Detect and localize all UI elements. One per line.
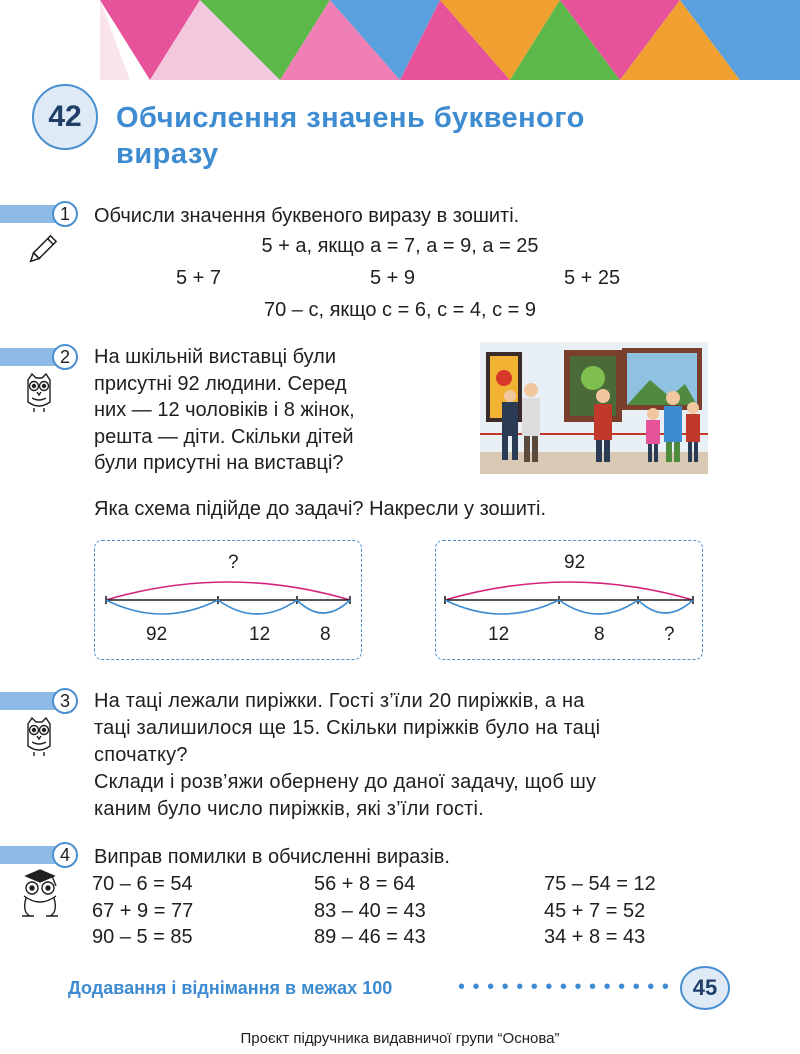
expression-item: 83 – 40 = 43 (314, 899, 426, 922)
task2-line: були присутні на виставці? (94, 452, 344, 474)
scheme1-top-label: ? (228, 552, 239, 573)
task2-line: них — 12 чоловіків і 8 жінок, (94, 399, 355, 421)
scheme2-top-label: 92 (564, 552, 586, 573)
task3-line: На таці лежали пиріжки. Гості з’їли 20 пиріжків, а на (94, 690, 585, 712)
task1-sub-1: 5 + 7 (176, 267, 222, 289)
task1-text: Обчисли значення буквеного виразу в зошиті. (94, 205, 520, 227)
page-number: 45 (680, 966, 730, 1010)
task1-expression-a: 5 + a, якщо a = 7, a = 9, a = 25 (261, 235, 539, 257)
task2-question: Яка схема підійде до задачі? Накресли у зошиті. (94, 498, 547, 520)
task4-column-2 (314, 871, 426, 951)
task1-sub-2: 5 + 9 (370, 267, 416, 289)
expression-item: 89 – 46 = 43 (314, 926, 426, 948)
expression-item: 70 – 6 = 54 (92, 873, 193, 895)
expression-item: 75 – 54 = 12 (544, 873, 656, 895)
task3-line: таці залишилося ще 15. Скільки пиріжків було на таці (94, 717, 601, 739)
expression-item: 56 + 8 = 64 (314, 873, 416, 895)
task1-sub-3: 5 + 25 (564, 267, 621, 289)
exhibition-illustration (480, 342, 708, 474)
task1-expression-c: 70 – c, якщо c = 6, c = 4, c = 9 (263, 299, 537, 321)
task-number-3: 3 (52, 688, 78, 714)
task3-line: Склади і розв’яжи обернену до даної задачу, щоб шу (94, 771, 597, 793)
task3-line: каним було число пиріжків, які з’їли гості. (94, 798, 484, 820)
pencil-icon (24, 232, 60, 268)
task-number-2: 2 (52, 344, 78, 370)
scheme2-part-2: 8 (594, 624, 605, 645)
task4-column-3 (544, 871, 656, 951)
task2-line: решта — діти. Скільки дітей (94, 425, 354, 448)
chapter-title: Додавання і віднімання в межах 100 (68, 978, 393, 998)
header-banner (0, 0, 800, 80)
publisher-note: Проєкт підручника видавничої групи “Основа” (240, 1030, 560, 1047)
scheme1-part-3: 8 (320, 624, 331, 645)
task-number-4: 4 (52, 842, 78, 868)
task3-text (94, 688, 719, 823)
footer-dots: • • • • • • • • • • • • • • • (458, 976, 670, 998)
expression-item: 90 – 5 = 85 (92, 926, 193, 948)
task-number-1: 1 (52, 201, 78, 227)
task4-column-1 (92, 871, 193, 951)
task3-line: спочатку? (94, 744, 188, 766)
lesson-title: Обчислення значень буквеного виразу (116, 102, 585, 170)
task2-text (94, 344, 424, 477)
expression-item: 34 + 8 = 43 (544, 926, 646, 948)
scheme1-part-2: 12 (249, 624, 271, 645)
owl-icon (24, 372, 54, 414)
scheme2-part-1: 12 (488, 624, 510, 645)
expression-item: 45 + 7 = 52 (544, 899, 646, 922)
task4-text: Виправ помилки в обчисленні виразів. (94, 846, 450, 868)
task2-line: На шкільній виставці були (94, 346, 337, 368)
scheme1-part-1: 92 (146, 624, 168, 645)
scheme2-part-3: ? (664, 624, 675, 645)
frog-icon (16, 868, 64, 920)
owl-icon (24, 716, 54, 758)
lesson-number: 42 (32, 84, 98, 150)
task2-line: присутні 92 людини. Серед (94, 372, 347, 395)
expression-item: 67 + 9 = 77 (92, 899, 194, 922)
